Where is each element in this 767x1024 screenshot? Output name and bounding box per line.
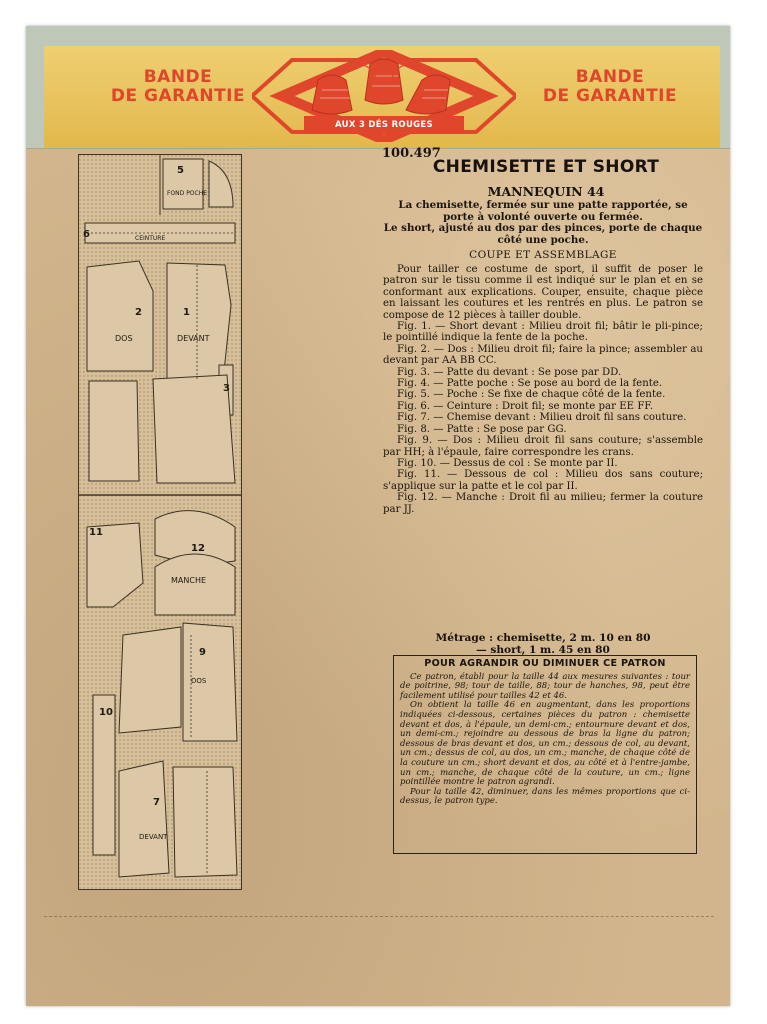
band-right-line2: DE GARANTIE (542, 86, 678, 106)
metrage-chemisette: Métrage : chemisette, 2 m. 10 en 80 (435, 632, 651, 644)
assembly-instructions (383, 264, 703, 515)
three-thimbles-logo (252, 50, 516, 142)
figure-instruction: Fig. 5. — Poche : Se fixe de chaque côté de la fente. (397, 389, 666, 401)
figure-instruction: Fig. 3. — Patte du devant : Se pose par DD. (397, 366, 622, 378)
svg-text:1: 1 (183, 307, 190, 318)
envelope-fold-line (44, 916, 714, 918)
label-manche: MANCHE (171, 576, 207, 585)
pattern-layout-plan (78, 154, 242, 890)
svg-text:2: 2 (135, 307, 142, 318)
svg-text:3: 3 (223, 383, 230, 394)
figure-instruction: Fig. 7. — Chemise devant : Milieu droit fil sans couture. (397, 412, 687, 424)
resize-instructions-box (393, 655, 697, 854)
figure-instruction: Fig. 6. — Ceinture : Droit fil; se monte par EE FF. (397, 400, 654, 412)
intro-paragraph: Pour tailler ce costume de sport, il suffit de poser le patron sur le tissu comme il est indiqué sur le plan et en se conformant aux explications. Couper, ensuite, chaque pièce en laissant les coutures et les rentrés en plus. Le patron se compose de 12 pièces à tailler double. (383, 264, 703, 321)
label-ceinture: CEINTURE (135, 235, 166, 242)
pattern-pieces-illustration (79, 155, 241, 889)
svg-text:6: 6 (83, 229, 90, 240)
description-chemisette: La chemisette, fermée sur une patte rapportée, se porte à volonté ouverte ou fermée. (398, 199, 688, 223)
svg-text:7: 7 (153, 797, 160, 808)
svg-text:9: 9 (199, 647, 206, 658)
resize-para-3: Pour la taille 42, diminuer, dans les mêmes proportions que ci-dessus, le patron type. (400, 786, 690, 807)
resize-para-2: On obtient la taille 46 en augmentant, dans les proportions indiquées ci-dessous, certaines pièces du patron : chemisette devant et dos, à l'épaule, un demi-cm.; entournure devant et dos, un demi-cm.; rejoindre au dessous de bras la ligne du patron; dessous de bras devant et dos, un cm.; dessous de col, au devant, un cm.; dessus de col, au dos, un cm.; manche, de chaque côté de la couture un cm.; short devant et dos, au côté et à l'entre-jambe, un cm.; manche, de chaque côté de la couture, un cm.; ligne pointillée montre le patron agrandi. (400, 700, 690, 788)
band-label-left (98, 68, 258, 106)
band-left-line2: DE GARANTIE (110, 86, 246, 106)
svg-text:11: 11 (89, 527, 103, 538)
label-devant-7: DEVANT (139, 833, 168, 841)
svg-text:10: 10 (99, 707, 113, 718)
figure-instruction: Fig. 10. — Dessus de col : Se monte par II. (397, 457, 618, 469)
pattern-reference-number: 100.497 (382, 146, 441, 161)
resize-box-title: POUR AGRANDIR OU DIMINUER CE PATRON (424, 658, 666, 669)
figure-instruction: Fig. 11. — Dessous de col : Milieu dos sans couture; s'applique sur la patte et le col par II. (383, 469, 703, 492)
figure-instruction: Fig. 9. — Dos : Milieu droit fil sans couture; s'assemble par HH; à l'épaule, faire correspondre les crans. (383, 435, 703, 458)
metrage-short: — short, 1 m. 45 en 80 (476, 644, 610, 656)
label-dos: DOS (115, 334, 133, 343)
fabric-yardage (383, 632, 703, 656)
svg-text:5: 5 (177, 165, 184, 176)
band-label-right (530, 68, 690, 106)
band-left-line1: BANDE (143, 67, 213, 87)
pattern-description (383, 200, 703, 246)
figure-instruction: Fig. 12. — Manche : Droit fil au milieu; fermer la couture par JJ. (383, 492, 703, 515)
logo-text: AUX 3 DÉS ROUGES (335, 120, 433, 130)
figure-instruction: Fig. 2. — Dos : Milieu droit fil; faire la pince; assembler au devant par AA BB CC. (383, 343, 703, 367)
pattern-title: CHEMISETTE ET SHORT (432, 157, 660, 177)
figure-instruction: Fig. 1. — Short devant : Milieu droit fil; bâtir le pli-pince; le pointillé indique la fente de la poche. (383, 321, 703, 344)
description-short: Le short, ajusté au dos par des pinces, porte de chaque côté une poche. (383, 222, 703, 246)
svg-text:12: 12 (191, 543, 205, 554)
label-dos-9: DOS (191, 677, 207, 685)
label-fond-poche: FOND POCHE (167, 190, 208, 197)
resize-para-1: Ce patron, établi pour la taille 44 aux mesures suivantes : tour de poitrine, 98; tour de taille, 88; tour de hanches, 98, peut être facilement utilisé pour tailles 42 et 46. (400, 671, 690, 701)
band-right-line1: BANDE (575, 67, 645, 87)
figure-instruction: Fig. 8. — Patte : Se pose par GG. (397, 423, 567, 435)
guarantee-band (44, 46, 720, 148)
pattern-subtitle: MANNEQUIN 44 (487, 184, 605, 199)
figure-instruction: Fig. 4. — Patte poche : Se pose au bord de la fente. (397, 378, 663, 390)
section-title: COUPE ET ASSEMBLAGE (469, 249, 617, 261)
label-devant: DEVANT (177, 334, 210, 343)
